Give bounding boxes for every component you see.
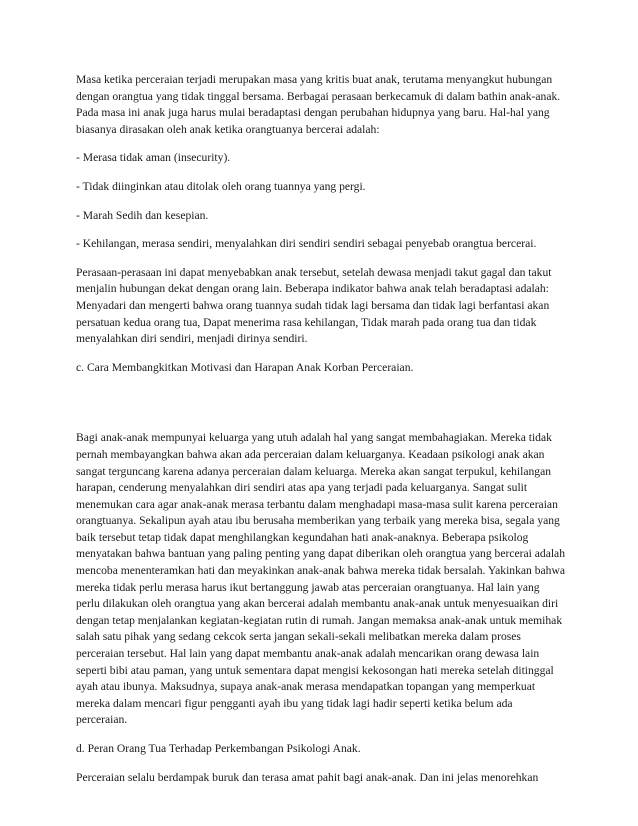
document-page [76,72,566,798]
adaptation-paragraph: Perasaan-perasaan ini dapat menyebabkan anak tersebut, setelah dewasa menjadi takut gagal dan takut menjalin hubungan dekat dengan orang lain. Beberapa indikator bahwa anak telah beradaptasi adalah: Menyadari dan mengerti bahwa orang tuannya sudah tidak lagi bersama dan tidak lagi berfantasi akan persatuan kedua orang tua, Dapat menerima rasa kehilangan, Tidak marah pada orang tua dan tidak menyalahkan diri sendiri, menjadi dirinya sendiri. [76,265,552,346]
motivation-paragraph: Bagi anak-anak mempunyai keluarga yang utuh adalah hal yang sangat membahagiakan. Mereka tidak pernah membayangkan bahwa akan ada perceraian dalam keluarganya. Keadaan psikologi anak akan sangat terguncang karena adanya perceraian dalam keluarga. Mereka akan sangat terpukul, kehilangan harapan, cenderung menyalahkan diri sendiri atas apa yang terjadi pada keluarganya. Sangat sulit menemukan cara agar anak-anak merasa terbantu dalam menghadapi masa-masa sulit karena perceraian orangtuanya. Sekalipun ayah atau ibu berusaha memberikan yang terbaik yang mereka bisa, segala yang baik tersebut tetap tidak dapat menghilangkan kegundahan hati anak-anaknya. Beberapa psikolog menyatakan bahwa bantuan yang paling penting yang dapat diberikan oleh orangtua yang bercerai adalah mencoba menenteramkan hati dan meyakinkan anak-anak bahwa mereka tidak bersalah. Yakinkan bahwa mereka tidak perlu merasa harus ikut bertanggung jawab atas perceraian orangtuanya. Hal lain yang perlu dilakukan oleh orangtua yang akan bercerai adalah membantu anak-anak untuk menyesuaikan diri dengan tetap menjalankan kegiatan-kegiatan rutin di rumah. Jangan memaksa anak-anak untuk memihak salah satu pihak yang sedang cekcok serta jangan sekali-sekali melibatkan mereka dalam proses perceraian tersebut. Hal lain yang dapat membantu anak-anak adalah mencarikan orang dewasa lain seperti bibi atau paman, yang untuk sementara dapat mengisi kekosongan hati mereka setelah ditinggal ayah atau ibunya. Maksudnya, supaya anak-anak merasa mendapatkan topangan yang memperkuat mereka dalam mencari figur pengganti ayah ibu yang tidak lagi hadir seperti ketika belum ada perceraian. [76,431,565,727]
section-spacer [76,388,566,430]
list-item-insecurity: - Merasa tidak aman (insecurity). [76,151,231,165]
section-heading-c: c. Cara Membangkitkan Motivasi dan Harapan Anak Korban Perceraian. [76,360,414,374]
intro-paragraph: Masa ketika perceraian terjadi merupakan masa yang kritis buat anak, terutama menyangkut hubungan dengan orangtua yang tidak tinggal bersama. Berbagai perasaan berkecamuk di dalam bathin anak-anak. Pada masa ini anak juga harus mulai beradaptasi dengan perubahan hidupnya yang baru. Hal-hal yang biasanya dirasakan oleh anak ketika orangtuanya bercerai adalah: [76,73,561,136]
closing-paragraph: Perceraian selalu berdampak buruk dan terasa amat pahit bagi anak-anak. Dan ini jelas menorehkan [76,770,539,784]
section-heading-d: d. Peran Orang Tua Terhadap Perkembangan Psikologi Anak. [76,742,361,755]
list-item-loss: - Kehilangan, merasa sendiri, menyalahkan diri sendiri sendiri sebagai penyebab orangtua bercerai. [76,237,537,251]
list-item-angry-sad: - Marah Sedih dan kesepian. [76,208,209,222]
list-item-rejected: - Tidak diinginkan atau ditolak oleh orang tuannya yang pergi. [76,179,366,193]
